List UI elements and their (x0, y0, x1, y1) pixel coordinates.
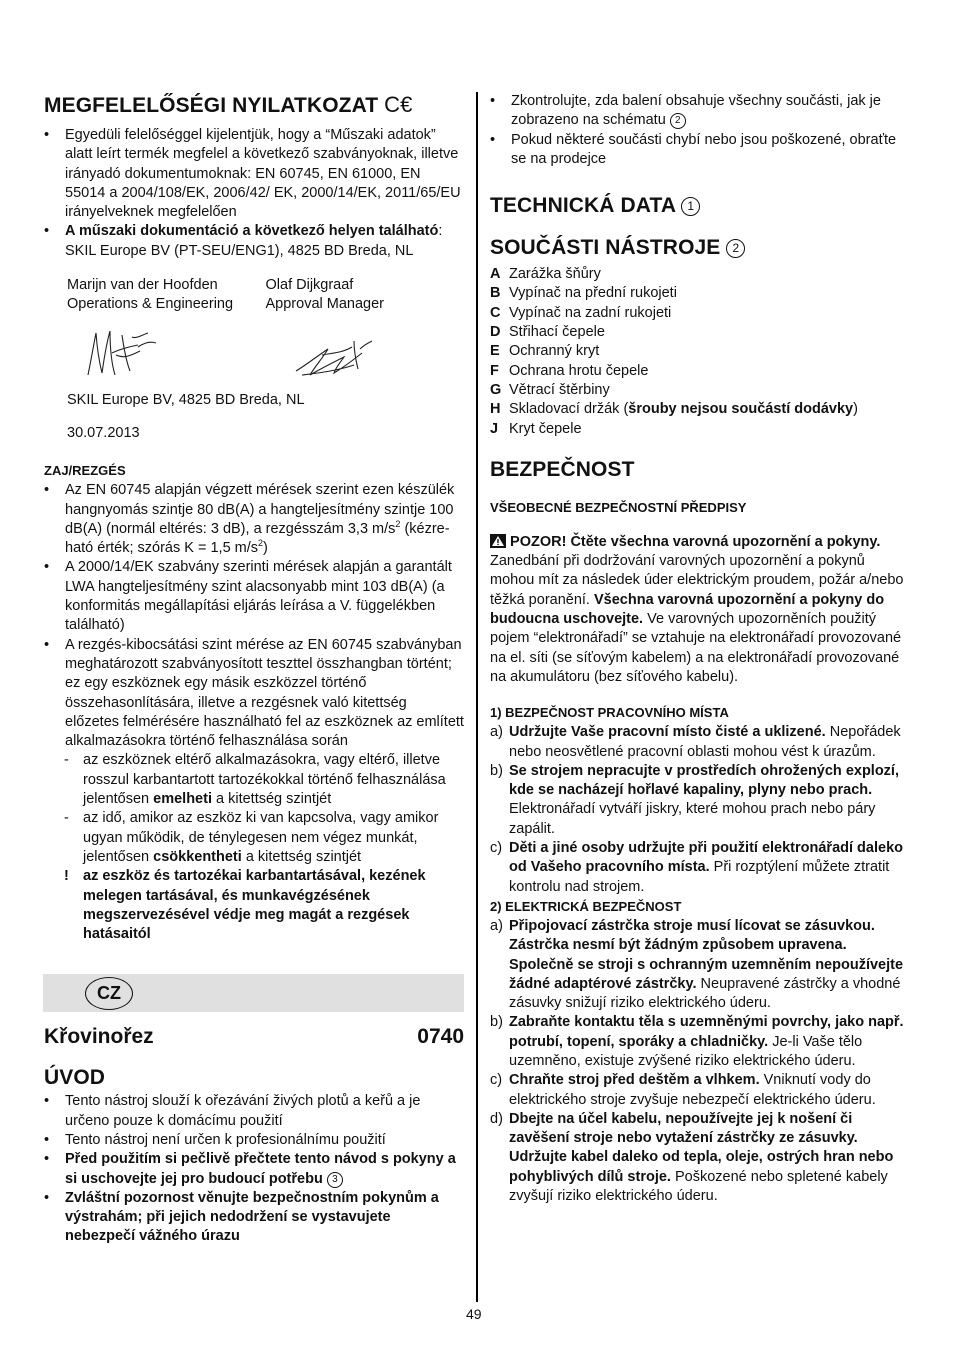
work-area-list (490, 723, 910, 897)
left-column (44, 92, 464, 1247)
product-name: Křovinořez (44, 1025, 154, 1049)
list-item: • Egyedüli felelőséggel kijelentjük, hogy a “Műszaki adatok” alatt leírt termék megfelel a következő szabványoknak, illetve irányadó dokumentumoknak: EN 60745, EN 61000, EN 55014 a 2004/108/EK, 2006/42/ EK, 2000/14/EK, 2011/65/EU irányelveknek megfelelően (44, 126, 464, 222)
list-item: • A 2000/14/EK szabvány szerinti mérések alapján a garantált LWA hangteljesítmény szint alacsonyabb mint 103 dB(A) (a konformitás megállapítási eljárás leírása a V. függelékben található) (44, 558, 464, 635)
right-column (490, 92, 910, 1206)
intro-list (44, 1092, 464, 1246)
legend-item: H Skladovací držák (šrouby nejsou součástí dodávky) (490, 401, 858, 418)
list-item: • Před použitím si pečlivě přečtete tento návod s pokyny a si uschovejte jej pro budoucí potřebu 3 (44, 1150, 464, 1189)
safety-title: BEZPEČNOST (490, 457, 635, 481)
parts-title: SOUČÁSTI NÁSTROJE 2 (490, 235, 910, 261)
list-item: b) Zabraňte kontaktu těla s uzemněnými povrchy, jako např. potrubí, topení, sporáky a chladničky. Je-li Vaše tělo uzemněno, existuje zvýšené riziko elektrického úderu. (490, 1014, 904, 1069)
general-warning: POZOR! Čtěte všechna varovná upozornění a pokyny. Zanedbání při dodržování varovných upozornění a pokynů mohou mít za následek úder elektrickým proudem, požár a/nebo těžká poranění. Všechna varovná upozornění a pokyny do budoucna uschovejte. Ve varovných upozorněních použitý pojem “elektronářadí” se vztahuje na elektronářadí provozované na el. síti (se síťovým kabelem) a na elektronářadí provozované na akumulátoru (bez síťového kabelu). (490, 533, 904, 685)
list-item: • Az EN 60745 alapján végzett mérések szerint ezen készülék hangnyomás szintje 80 dB(A) a hangteljesítmény szintje 100 dB(A) (normál eltérés: 3 dB), a rezgésszám 3,3 $m/s^2$ (kézre-ható érték; szórás K = 1,5 $m/s^2$) (44, 481, 464, 558)
conformity-list (44, 126, 464, 261)
list-item: d) Dbejte na účel kabelu, nepoužívejte jej k nošení či zavěšení stroje nebo vytažení zástrčky ze zásuvky. Udržujte kabel daleko od tepla, oleje, ostrých hran nebo pohyblivých dílů stroje. Poškozené nebo spletené kabely zvyšují riziko elektrického úderu. (490, 1110, 894, 1205)
signature-image (292, 335, 376, 381)
language-badge: CZ (85, 977, 133, 1010)
signatory-role: Approval Manager (265, 296, 384, 313)
list-item: • A műszaki dokumentáció a következő helyen található: SKIL Europe BV (PT-SEU/ENG1), 4825 BD Breda, NL (44, 222, 464, 261)
legend-item: E Ochranný kryt (490, 343, 600, 360)
list-item: - az idő, amikor az eszköz ki van kapcsolva, vagy amikor ugyan működik, de ténylegesen nem végez munkát, jelentősen csökkentheti a kitettség szintjét (44, 809, 464, 867)
figure-ref: 2 (670, 113, 686, 129)
parts-legend (490, 265, 910, 439)
product-title (44, 1024, 464, 1050)
exclamation-icon: ! (64, 868, 69, 885)
work-area-title: 1) BEZPEČNOST PRACOVNÍHO MÍSTA (490, 705, 729, 721)
tech-data-title: TECHNICKÁ DATA 1 (490, 193, 910, 219)
signatures (44, 315, 464, 391)
signature-image (82, 325, 162, 381)
signatory-name: Olaf Dijkgraaf (265, 277, 354, 294)
noise-list (44, 481, 464, 751)
column-divider (476, 92, 478, 1302)
ce-mark-icon: C€ (384, 92, 413, 117)
legend-item: C Vypínač na zadní rukojeti (490, 304, 672, 321)
legend-item: G Větrací štěrbiny (490, 381, 610, 398)
noise-title: ZAJ/REZGÉS (44, 463, 126, 479)
legend-item: J Kryt čepele (490, 420, 582, 437)
noise-dash-list (44, 751, 464, 867)
intro-title: ÚVOD (44, 1066, 106, 1090)
legend-item: A Zarážka šňůry (490, 266, 601, 283)
legend-item: F Ochrana hrotu čepele (490, 362, 649, 379)
page-number: 49 (466, 1306, 482, 1322)
declaration-date: 30.07.2013 (67, 424, 140, 441)
electrical-safety-list (490, 917, 910, 1206)
general-safety-title: VŠEOBECNÉ BEZPEČNOSTNÍ PŘEDPISY (490, 499, 747, 515)
language-bar (43, 974, 464, 1012)
list-item: • Zvláštní pozornost věnujte bezpečnostním pokynům a výstrahám; při jejich nedodržení se vystavujete nebezpečí vážného úrazu (44, 1189, 464, 1247)
list-item: • Tento nástroj není určen k profesionálnímu použití (44, 1131, 464, 1150)
list-item: b) Se strojem nepracujte v prostředích ohrožených explozí, kde se nacházejí hořlavé kapaliny, plyny nebo prach. Elektronářadí vytváří jiskry, které mohou prach nebo páry zapálit. (490, 762, 899, 837)
signatory-role: Operations & Engineering (67, 296, 234, 313)
conformity-title: MEGFELELŐSÉGI NYILATKOZAT C€ (44, 92, 413, 117)
list-item: • Zkontrolujte, zda balení obsahuje všechny součásti, jak je zobrazeno na schématu 2 (490, 92, 910, 131)
intro-list-continued (490, 92, 910, 169)
figure-ref: 1 (681, 197, 700, 216)
signatories (44, 276, 464, 315)
list-item: - az eszköznek eltérő alkalmazásokra, vagy eltérő, illetve rosszul karbantartott tartozékokkal történő felhasználása jelentősen emelheti a kitettség szintjét (44, 751, 464, 809)
list-item: • A rezgés-kibocsátási szint mérése az EN 60745 szabványban meghatározott szabványosított teszttel összhangban történt; ez egy eszköznek egy másik eszközzel történő összehasonlítására, illetve a rezgésnek való kitettség előzetes felmérésére használható fel az eszköznek az említett alkalmazásokra történő felhasználása során (44, 636, 464, 752)
product-code: 0740 (417, 1025, 464, 1049)
list-item: • Tento nástroj slouží k ořezávání živých plotů a keřů a je určeno pouze k domácímu použití (44, 1092, 464, 1131)
list-item: c) Chraňte stroj před deštěm a vlhkem. Vniknutí vody do elektrického stroje zvyšuje nebezpečí elektrického úderu. (490, 1072, 876, 1108)
list-item: c) Děti a jiné osoby udržujte při použití elektronářadí daleko od Vašeho pracovního místa. Při rozptýlení můžete ztratit kontrolu nad strojem. (490, 840, 903, 895)
legend-item: B Vypínač na přední rukojeti (490, 285, 677, 302)
list-item: • Pokud některé součásti chybí nebo jsou poškozené, obraťte se na prodejce (490, 131, 910, 170)
warning-icon (490, 534, 506, 548)
figure-ref: 2 (726, 239, 745, 258)
company-address: SKIL Europe BV, 4825 BD Breda, NL (67, 391, 305, 408)
figure-ref: 3 (327, 1172, 343, 1188)
signatory-name: Marijn van der Hoofden (67, 277, 218, 294)
electrical-safety-title: 2) ELEKTRICKÁ BEZPEČNOST (490, 898, 682, 914)
legend-item: D Střihací čepele (490, 324, 605, 341)
vibration-warning: ! az eszköz és tartozékai karbantartásával, kezének melegen tartásával, és munkavégzésének megszervezésével védje meg magát a rezgések hatásaitól (64, 868, 426, 943)
list-item: a) Udržujte Vaše pracovní místo čisté a uklizené. Nepořádek nebo neosvětlené pracovní oblasti mohou vést k úrazům. (490, 724, 901, 760)
list-item: a) Připojovací zástrčka stroje musí lícovat se zásuvkou. Zástrčka nesmí být žádným způsobem upravena. Společně se stroji s ochranným uzemněním nepoužívejte žádné adaptérové zástrčky. Neupravené zástrčky a vhodné zásuvky snižují riziko elektrického úderu. (490, 917, 904, 1012)
